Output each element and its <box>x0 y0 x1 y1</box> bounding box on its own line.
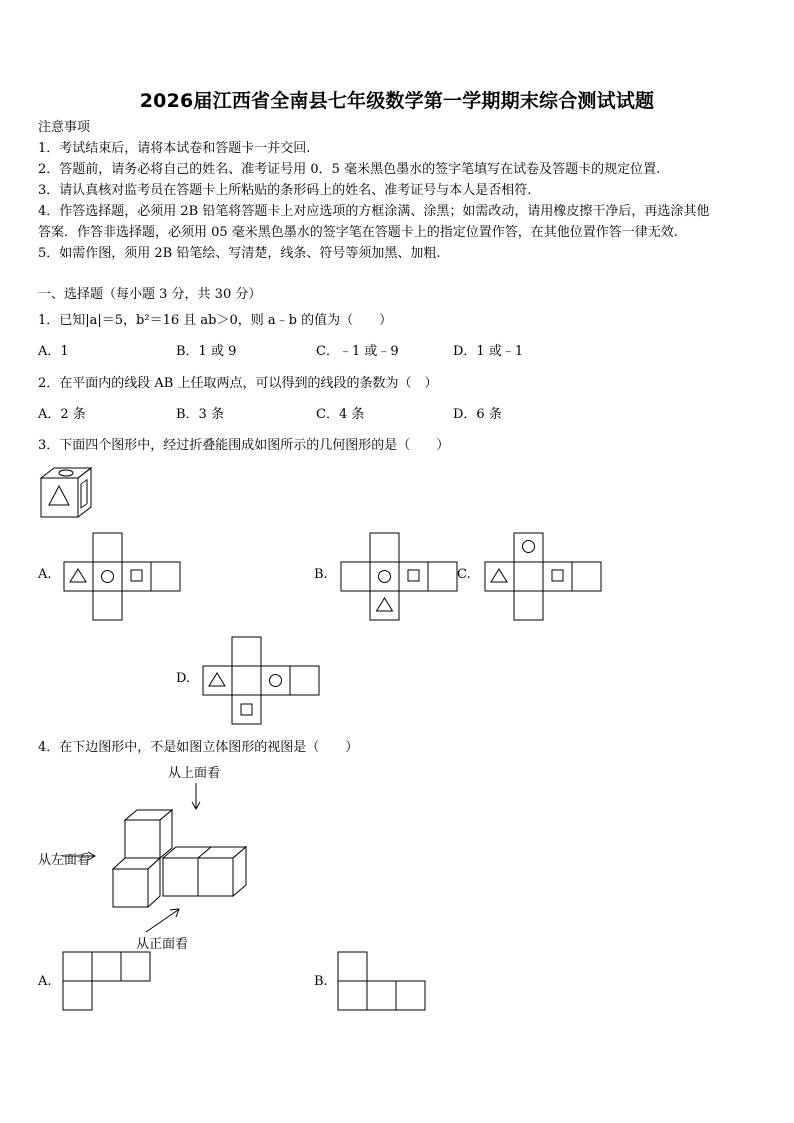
view-top-label: 从上面看 <box>168 766 221 781</box>
view-front-label: 从正面看 <box>136 937 189 952</box>
q3-net-a <box>64 532 182 620</box>
q3-option-d-label: D. <box>176 671 191 686</box>
q3-net-b <box>341 532 459 620</box>
note-item-2: 2．答题前，请务必将自己的姓名、准考证号用 0．5 毫米黑色墨水的签字笔填写在试卷及答题卡的规定位置. <box>38 162 661 177</box>
question-4-stem: 4．在下边图形中，不是如图立体图形的视图是（ ） <box>38 740 359 755</box>
note-item-4: 4．作答选择题，必须用 2B 铅笔将答题卡上对应选项的方框涂满、涂黑；如需改动，请用橡皮擦干净后，再选涂其他 <box>38 204 710 219</box>
view-left-label: 从左面看 <box>38 853 91 868</box>
q3-option-c-label: C. <box>457 567 471 582</box>
note-item-1: 1．考试结束后，请将本试卷和答题卡一并交回. <box>38 141 311 156</box>
note-item-4-cont: 答案．作答非选择题，必须用 05 毫米黑色墨水的签字笔在答题卡上的指定位置作答，在其他位置作答一律无效. <box>38 225 678 240</box>
q3-net-c <box>485 532 603 620</box>
notes-heading: 注意事项 <box>38 120 91 135</box>
q2-option-d: D．6 条 <box>453 407 502 422</box>
q1-option-d: D．1 或﹣1 <box>453 344 524 359</box>
page-title: 2026届江西省全南县七年级数学第一学期期末综合测试试题 <box>139 90 655 112</box>
question-2-stem: 2．在平面内的线段 AB 上任取两点，可以得到的线段的条数为（ ） <box>38 376 438 391</box>
q3-option-a-label: A. <box>38 567 52 582</box>
q2-option-a: A．2 条 <box>38 407 86 422</box>
question-3-stem: 3．下面四个图形中，经过折叠能围成如图所示的几何图形的是（ ） <box>38 438 450 453</box>
q1-option-c: C．﹣1 或﹣9 <box>316 344 399 359</box>
note-item-5: 5．如需作图，须用 2B 铅笔绘、写清楚，线条、符号等须加黑、加粗. <box>38 246 441 261</box>
q4-option-b-label: B. <box>314 974 328 989</box>
section-heading: 一、选择题（每小题 3 分，共 30 分） <box>38 287 262 302</box>
q4-option-a-label: A. <box>38 974 52 989</box>
q2-option-b: B．3 条 <box>176 407 224 422</box>
q2-option-c: C．4 条 <box>316 407 365 422</box>
q3-option-b-label: B. <box>314 567 328 582</box>
cube-stack-figure <box>80 780 260 930</box>
q1-option-a: A．1 <box>38 344 69 359</box>
q4-view-b <box>338 951 428 1011</box>
question-1-stem: 1．已知|a|＝5，b²＝16 且 ab＞0，则 a﹣b 的值为（ ） <box>38 313 393 328</box>
note-item-3: 3．请认真核对监考员在答题卡上所粘贴的条形码上的姓名、准考证号与本人是否相符. <box>38 183 532 198</box>
q1-option-b: B．1 或 9 <box>176 344 237 359</box>
q3-net-d <box>203 636 321 724</box>
q4-view-a <box>63 951 153 1011</box>
cube-figure <box>38 465 94 521</box>
